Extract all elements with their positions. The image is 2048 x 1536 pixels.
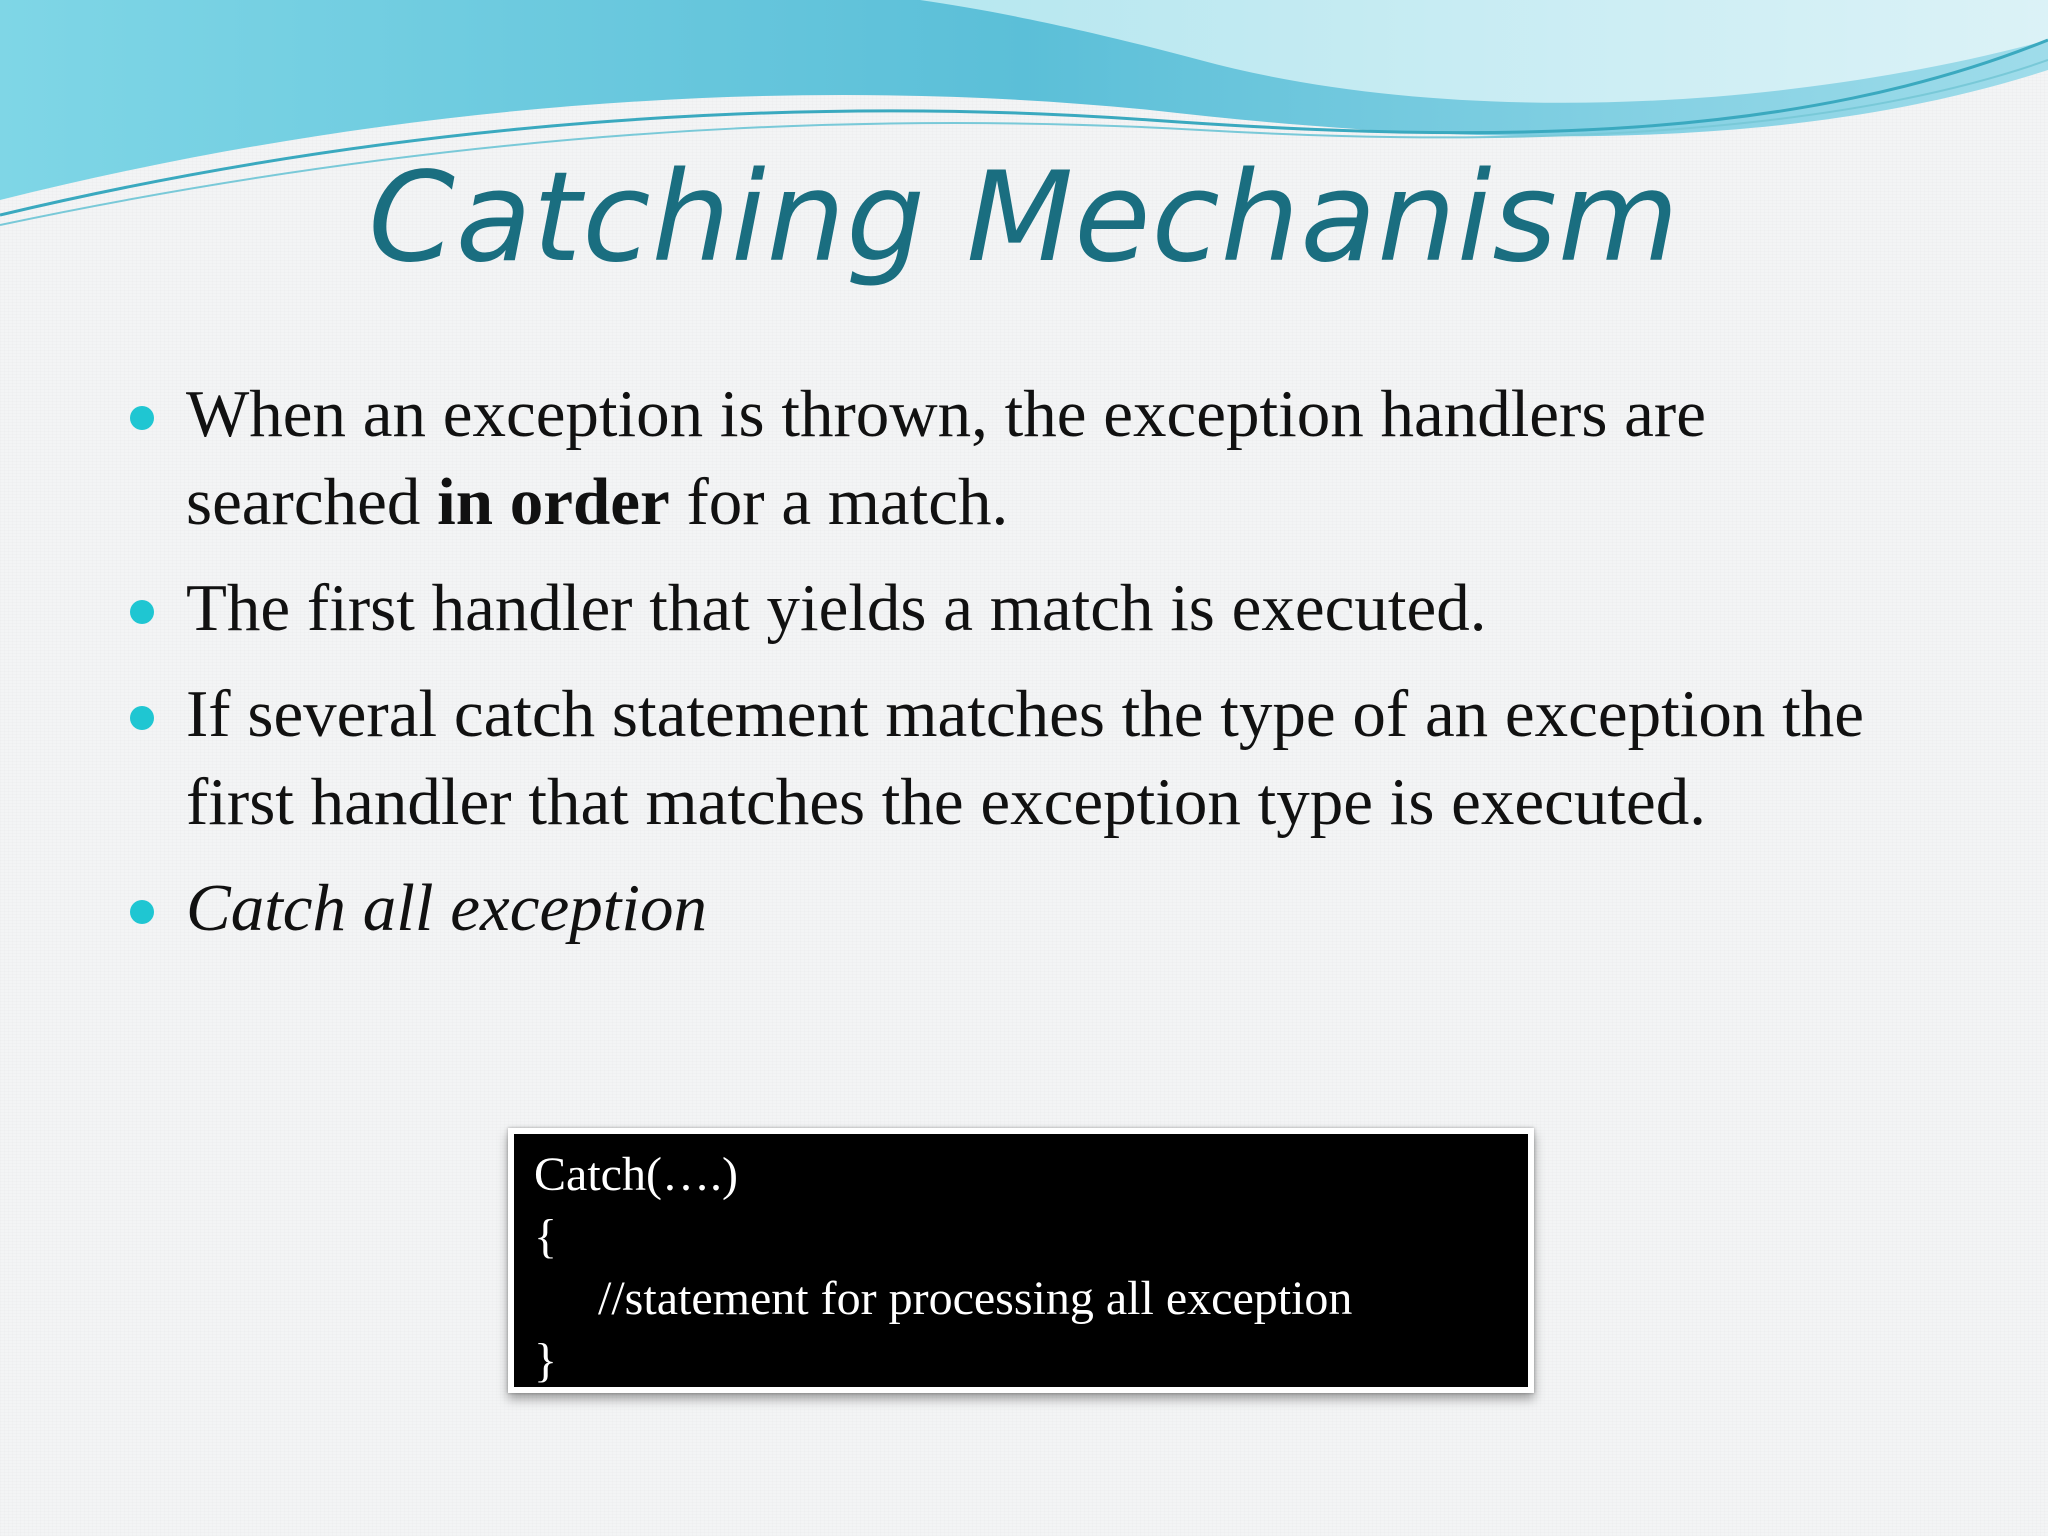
bullet-list <box>130 370 1950 970</box>
bullet-1-bold-text: in order <box>437 465 670 539</box>
bullet-3-text: If several catch statement matches the type of an exception the first handler that matches the exception type is executed. <box>186 677 1864 839</box>
code-line-2: { <box>534 1210 558 1263</box>
bullet-dot-icon <box>130 900 154 924</box>
bullet-1-text-part-1: When an exception is thrown, the exception handlers are searched <box>186 377 1706 539</box>
bullet-dot-icon <box>130 600 154 624</box>
bullet-item-3 <box>130 670 1950 846</box>
bullet-item-1 <box>130 370 1950 546</box>
code-line-3: //statement for processing all exception <box>598 1272 1353 1325</box>
bullet-item-2 <box>130 564 1950 652</box>
bullet-2-text: The first handler that yields a match is executed. <box>186 571 1487 645</box>
bullet-item-4 <box>130 864 1950 952</box>
bullet-dot-icon <box>130 706 154 730</box>
code-line-4: } <box>534 1334 558 1387</box>
code-snippet-box <box>508 1128 1534 1393</box>
bullet-4-text: Catch all exception <box>186 871 707 945</box>
slide-title: Catching Mechanism <box>368 146 1680 290</box>
bullet-1-text-part-3: for a match. <box>669 465 1009 539</box>
bullet-dot-icon <box>130 406 154 430</box>
code-line-1: Catch(….) <box>534 1148 738 1201</box>
